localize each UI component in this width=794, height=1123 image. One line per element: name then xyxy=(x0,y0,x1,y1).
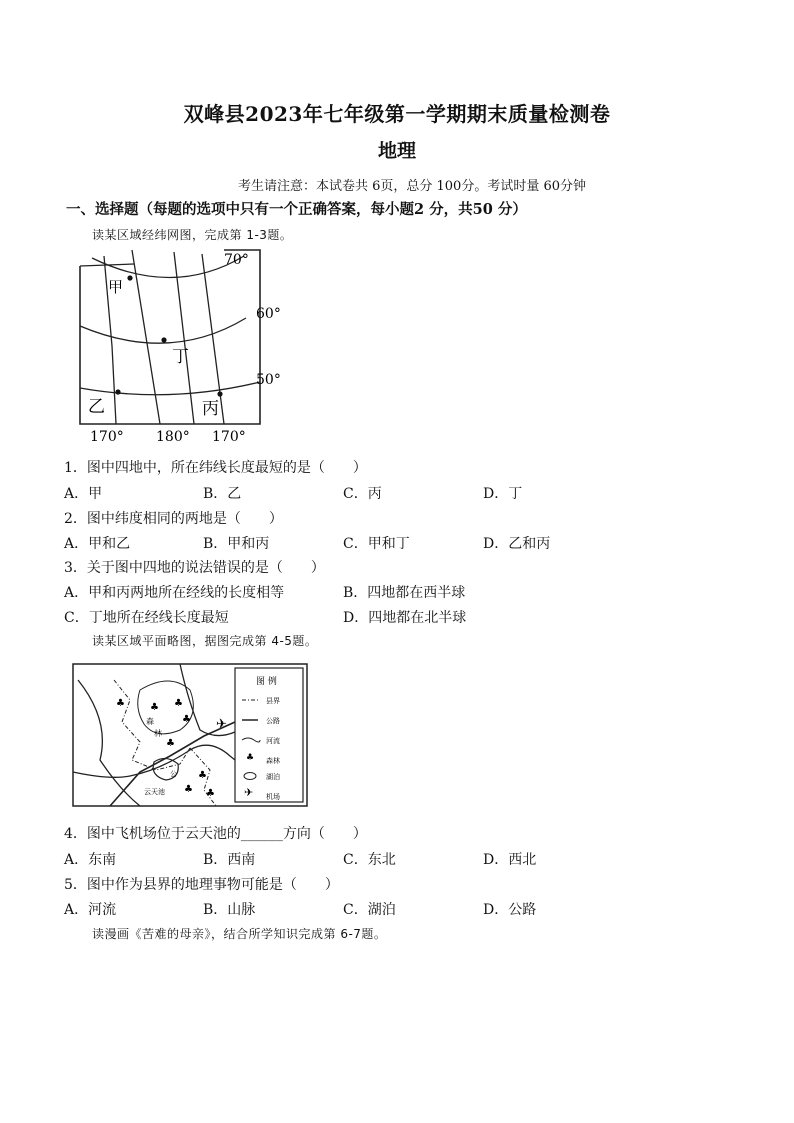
option-c[interactable]: C．湖泊 xyxy=(343,902,396,918)
latitude-label: 60° xyxy=(256,306,281,322)
option-b[interactable]: B．山脉 xyxy=(203,902,256,918)
option-a[interactable]: A．河流 xyxy=(64,902,117,918)
svg-text:♣: ♣ xyxy=(174,698,183,709)
exam-title: 双峰县2023年七年级第一学期期末质量检测卷 xyxy=(183,102,611,126)
place-label: 丙 xyxy=(202,399,219,419)
map-label: 公 xyxy=(170,770,177,778)
legend-item: 森林 xyxy=(266,757,280,765)
option-a[interactable]: A．甲 xyxy=(64,486,103,502)
map-label: 森 xyxy=(146,717,154,726)
svg-text:♣: ♣ xyxy=(206,788,215,799)
legend-item: 公路 xyxy=(266,717,280,725)
longitude-label: 170° xyxy=(90,429,124,445)
question-stem: 5．图中作为县界的地理事物可能是（ ） xyxy=(64,877,339,893)
option-c[interactable]: C．甲和丁 xyxy=(343,536,410,552)
question-stem: 1．图中四地中，所在纬线长度最短的是（ ） xyxy=(64,460,367,476)
option-b[interactable]: B．西南 xyxy=(203,852,256,868)
airport-icon: ✈ xyxy=(216,717,227,732)
place-label: 丁 xyxy=(172,347,189,367)
option-b[interactable]: B．甲和丙 xyxy=(203,536,270,552)
option-a[interactable]: A．东南 xyxy=(64,852,117,868)
legend-item: 机场 xyxy=(266,793,280,801)
svg-text:✈: ✈ xyxy=(244,786,254,799)
intro-q4-5: 读某区域平面略图，据图完成第 4-5题。 xyxy=(92,634,318,648)
intro-q1-3: 读某区域经纬网图，完成第 1-3题。 xyxy=(92,228,293,242)
svg-text:♣: ♣ xyxy=(246,753,255,763)
option-a[interactable]: A．甲和乙 xyxy=(64,536,131,552)
place-label: 甲 xyxy=(108,278,124,296)
legend-item: 湖泊 xyxy=(266,773,280,781)
legend-item: 河流 xyxy=(266,737,280,745)
svg-text:♣: ♣ xyxy=(116,698,125,709)
graticule-map xyxy=(74,246,294,446)
option-c[interactable]: C．丙 xyxy=(343,486,382,502)
question-stem: 3．关于图中四地的说法错误的是（ ） xyxy=(64,560,325,576)
svg-text:♣: ♣ xyxy=(166,738,175,749)
place-label: 乙 xyxy=(88,397,105,417)
option-d[interactable]: D．公路 xyxy=(483,902,537,918)
legend-title: 图 例 xyxy=(256,677,277,687)
region-sketch-map xyxy=(70,660,310,810)
longitude-label: 170° xyxy=(212,429,246,445)
svg-text:♣: ♣ xyxy=(198,770,207,781)
exam-notice: 考生请注意：本试卷共 6页，总分 100分。考试时量 60分钟 xyxy=(237,179,587,194)
svg-text:♣: ♣ xyxy=(182,714,191,725)
option-b[interactable]: B．乙 xyxy=(203,486,242,502)
latitude-label: 50° xyxy=(256,372,281,388)
option-d[interactable]: D．四地都在北半球 xyxy=(343,610,467,626)
question-stem: 4．图中飞机场位于云天池的______方向（ ） xyxy=(64,826,367,842)
option-d[interactable]: D．乙和丙 xyxy=(483,536,551,552)
intro-q6-7: 读漫画《苦难的母亲》，结合所学知识完成第 6-7题。 xyxy=(92,927,387,941)
option-c[interactable]: C．丁地所在经线长度最短 xyxy=(64,610,229,626)
longitude-label: 180° xyxy=(156,429,190,445)
map-label: 林 xyxy=(154,729,162,738)
map-label: 云天池 xyxy=(144,788,165,796)
question-stem: 2．图中纬度相同的两地是（ ） xyxy=(64,511,283,527)
svg-text:♣: ♣ xyxy=(184,784,193,795)
option-a[interactable]: A．甲和丙两地所在经线的长度相等 xyxy=(64,585,285,601)
legend-item: 县界 xyxy=(266,697,280,705)
option-c[interactable]: C．东北 xyxy=(343,852,396,868)
option-d[interactable]: D．西北 xyxy=(483,852,537,868)
svg-text:♣: ♣ xyxy=(150,702,159,713)
option-d[interactable]: D．丁 xyxy=(483,486,523,502)
latitude-label: 70° xyxy=(224,252,249,268)
subject-title: 地理 xyxy=(377,140,416,162)
option-b[interactable]: B．四地都在西半球 xyxy=(343,585,466,601)
section-heading: 一、选择题（每题的选项中只有一个正确答案，每小题2 分，共50 分） xyxy=(66,201,527,218)
